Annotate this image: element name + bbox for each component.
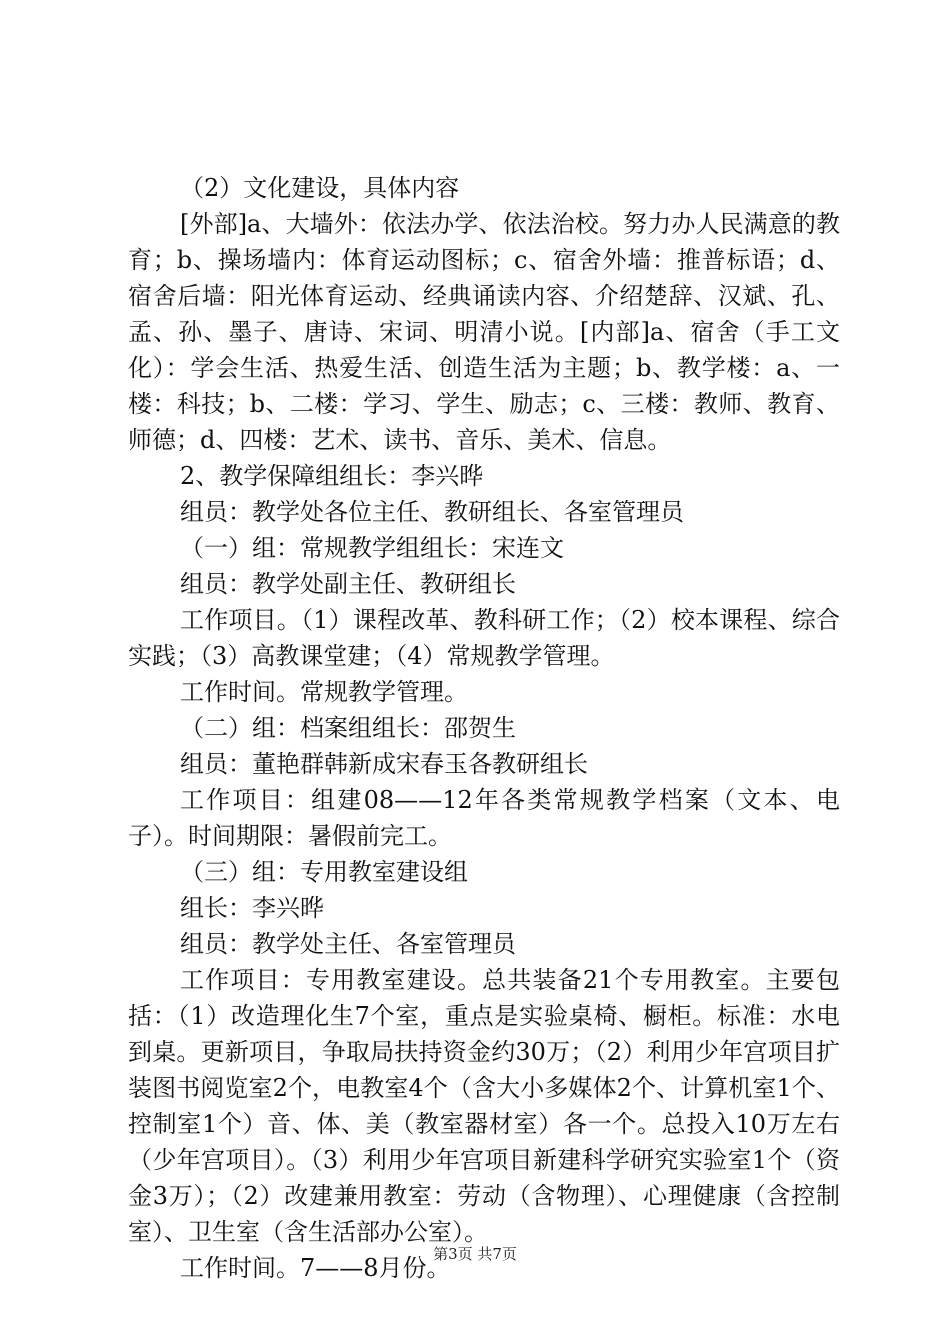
paragraph-culture-content: [外部]a、大墙外：依法办学、依法治校。努力办人民满意的教育；b、操场墙内：体育运动图标；c、宿舍外墙：推普标语；d、宿舍后墙：阳光体育运动、经典诵读内容、介绍楚辞、汉斌、孔、孟、孙、墨子、唐诗、宋词、明清小说。[内部]a、宿舍（手工文化）：学会生活、热爱生活、创造生活为主题；b、教学楼：a、一楼：科技；b、二楼：学习、学生、励志；c、三楼：教师、教育、师德；d、四楼：艺术、读书、音乐、美术、信息。 xyxy=(128,210,840,454)
paragraph-leader: 组长：李兴晔 xyxy=(180,894,324,922)
paragraph-work-items: 工作项目。（1）课程改革、教科研工作；（2）校本课程、综合实践；（3）高教课堂建；（4）常规教学管理。 xyxy=(128,606,840,670)
paragraph-members: 组员：教学处副主任、教研组长 xyxy=(180,570,516,598)
paragraph-work-time: 工作时间。7——8月份。 xyxy=(180,1254,451,1282)
heading-group-one: （一）组：常规教学组组长：宋连文 xyxy=(180,534,564,562)
paragraph-work-items: 工作项目：组建08——12年各类常规教学档案（文本、电子）。时间期限：暑假前完工。 xyxy=(128,786,840,850)
heading-teaching-support-group: 2、教学保障组组长：李兴晔 xyxy=(180,462,484,490)
paragraph-work-time: 工作时间。常规教学管理。 xyxy=(180,678,468,706)
heading-group-three: （三）组：专用教室建设组 xyxy=(180,858,468,886)
page-number-footer: 第3页 共7页 xyxy=(433,1245,517,1263)
paragraph-members: 组员：董艳群韩新成宋春玉各教研组长 xyxy=(180,750,588,778)
paragraph-work-items: 工作项目：专用教室建设。总共装备21个专用教室。主要包括：（1）改造理化生7个室，重点是实验桌椅、橱柜。标准：水电到桌。更新项目，争取局扶持资金约30万；（2）利用少年宫项目扩装图书阅览室2个，电教室4个（含大小多媒体2个、计算机室1个、控制室1个）音、体、美（教室器材室）各一个。总投入10万左右（少年宫项目）。（3）利用少年宫项目新建科学研究实验室1个（资金3万）；（2）改建兼用教室：劳动（含物理）、心理健康（含控制室）、卫生室（含生活部办公室）。 xyxy=(128,966,840,1246)
heading-group-two: （二）组：档案组组长：邵贺生 xyxy=(180,714,516,742)
heading-culture-construction: （2）文化建设，具体内容 xyxy=(180,174,460,202)
paragraph-members: 组员：教学处各位主任、教研组长、各室管理员 xyxy=(180,498,684,526)
paragraph-members: 组员：教学处主任、各室管理员 xyxy=(180,930,516,958)
document-body xyxy=(128,170,840,1286)
